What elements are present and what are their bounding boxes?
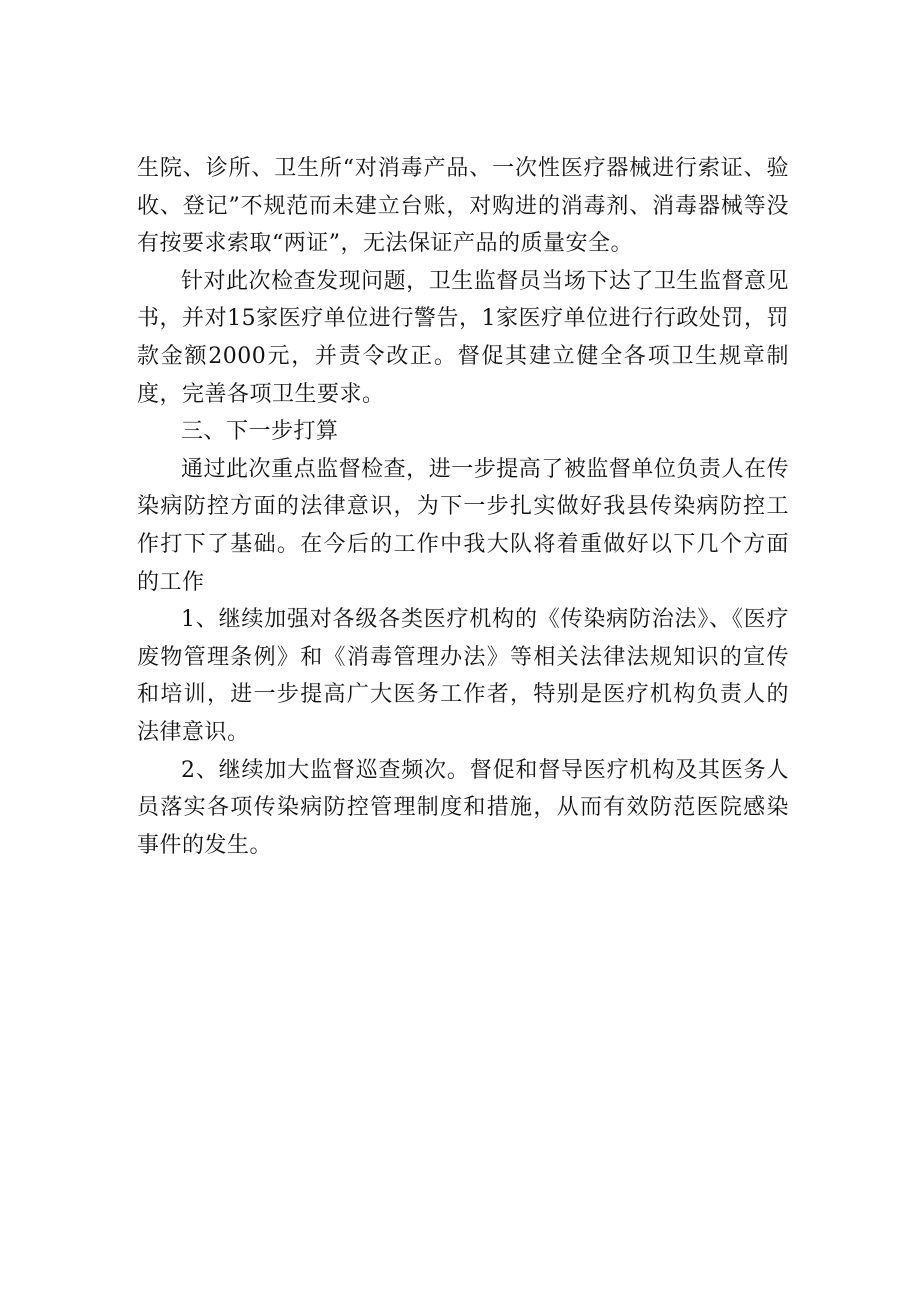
paragraph-plan-item-2: 2、继续加大监督巡查频次。督促和督导医疗机构及其医务人员落实各项传染病防控管理制度和措施，从而有效防范医院感染事件的发生。 — [137, 757, 789, 858]
section-heading-next-steps: 三、下一步打算 — [181, 419, 339, 445]
paragraph-plan-item-1: 1、继续加强对各级各类医疗机构的《传染病防治法》、《医疗废物管理条例》和《消毒管理办法》等相关法律法规知识的宣传和培训，进一步提高广大医务工作者，特别是医疗机构负责人的法律意识。 — [137, 607, 789, 745]
document-body — [137, 150, 789, 864]
paragraph-continuation: 生院、诊所、卫生所“对消毒产品、一次性医疗器械进行索证、验收、登记”不规范而未建立台账，对购进的消毒剂、消毒器械等没有按要求索取“两证”，无法保证产品的质量安全。 — [137, 156, 789, 257]
paragraph-penalty: 针对此次检查发现问题，卫生监督员当场下达了卫生监督意见书，并对15家医疗单位进行警告，1家医疗单位进行行政处罚，罚款金额2000元，并责令改正。督促其建立健全各项卫生规章制度，完善各项卫生要求。 — [137, 268, 789, 407]
paragraph-plan-intro: 通过此次重点监督检查，进一步提高了被监督单位负责人在传染病防控方面的法律意识，为下一步扎实做好我县传染病防控工作打下了基础。在今后的工作中我大队将着重做好以下几个方面的工作 — [137, 456, 789, 595]
